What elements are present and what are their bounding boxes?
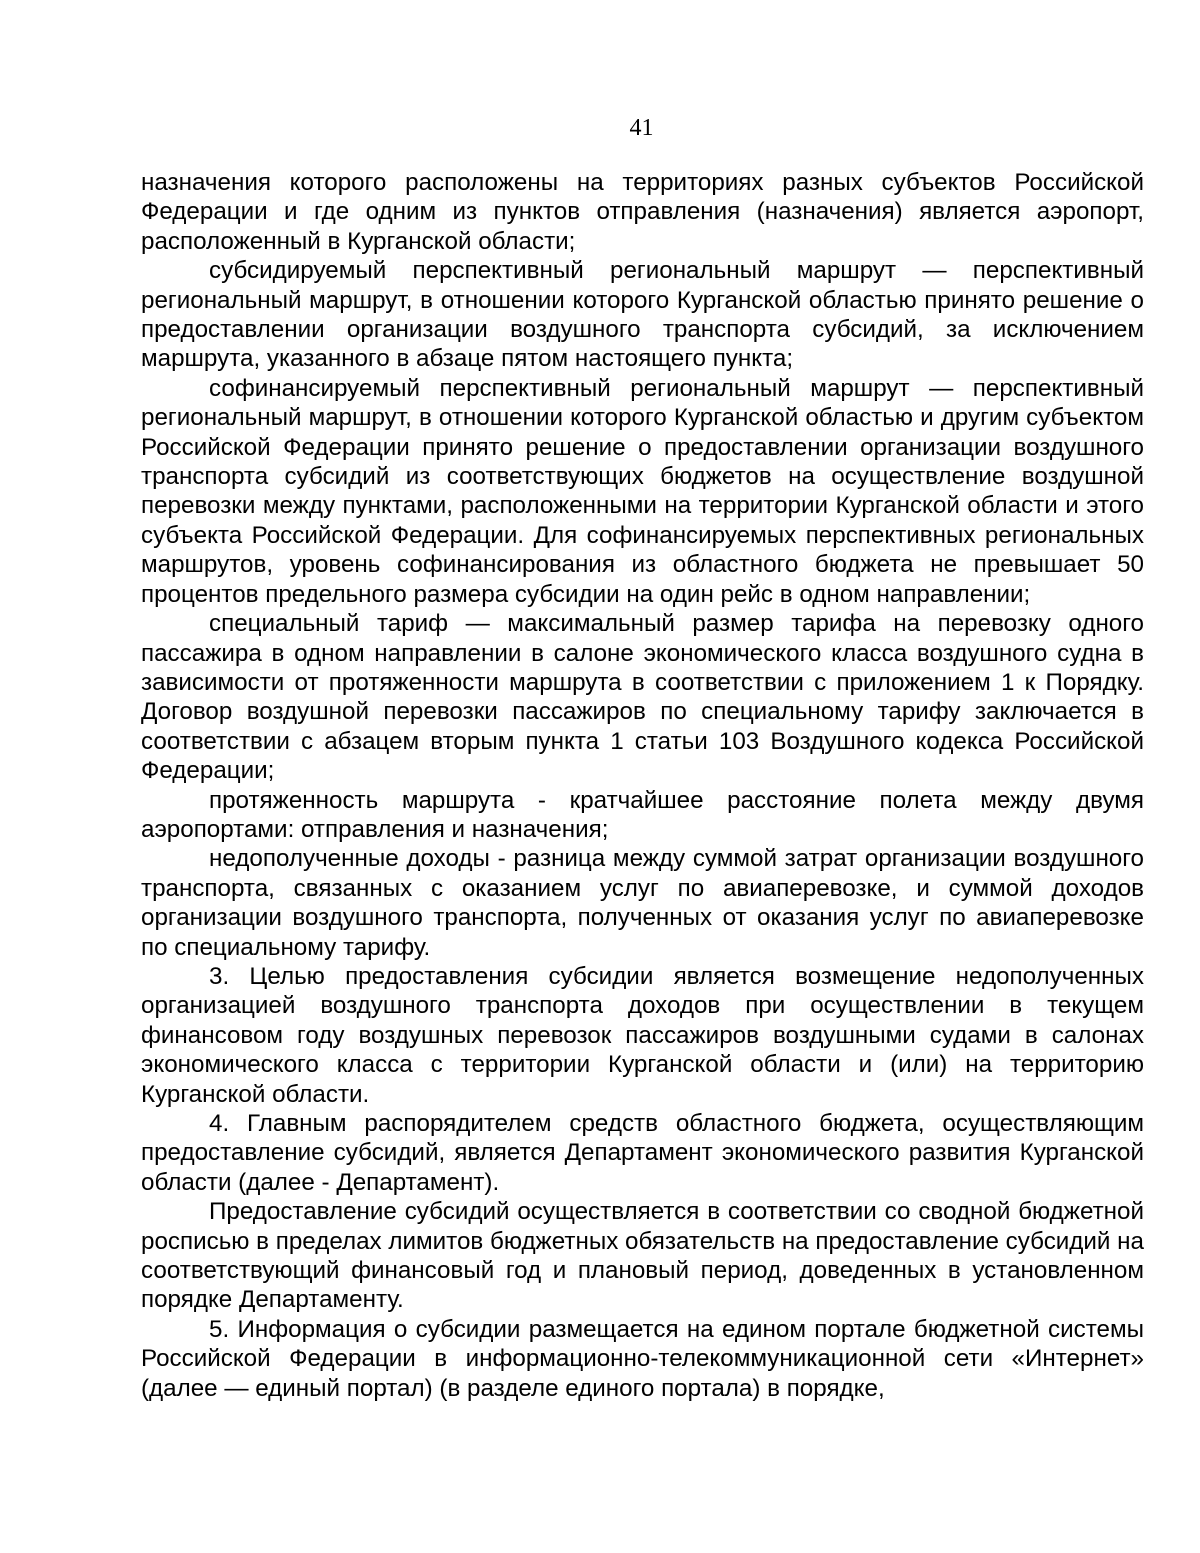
paragraph-subsidized-route: субсидируемый перспективный региональный маршрут — перспективный региональный маршрут, в отношении которого Курганской областью принято решение о предоставлении организации воздушного транспорта субсидий, за исключением маршрута, указанного в абзаце пятом настоящего пункта;: [141, 257, 1144, 373]
paragraph-lost-income: недополученные доходы - разница между суммой затрат организации воздушного транспорта, связанных с оказанием услуг по авиаперевозке, и суммой доходов организации воздушного транспорта, полученных от оказания услуг по авиаперевозке по специальному тарифу.: [141, 845, 1144, 961]
paragraph-special-tariff: специальный тариф — максимальный размер тарифа на перевозку одного пассажира в одном направлении в салоне экономического класса воздушного судна в зависимости от протяженности маршрута в соответствии с приложением 1 к Порядку. Договор воздушной перевозки пассажиров по специальному тарифу заключается в соответствии с абзацем вторым пункта 1 статьи 103 Воздушного кодекса Российской Федерации;: [141, 610, 1144, 785]
document-body: [141, 168, 1144, 1403]
paragraph-route-length: протяженность маршрута - кратчайшее расстояние полета между двумя аэропортами: отправления и назначения;: [141, 786, 1144, 843]
paragraph-item-5: 5. Информация о субсидии размещается на едином портале бюджетной системы Российской Федерации в информационно-телекоммуникационной сети «Интернет» (далее — единый портал) (в разделе единого портала) в порядке,: [141, 1315, 1144, 1402]
paragraph-item-3: 3. Целью предоставления субсидии является возмещение недополученных организацией воздушного транспорта доходов при осуществлении в текущем финансовом году воздушных перевозок пассажиров воздушными судами в салонах экономического класса с территории Курганской области и (или) на территорию Курганской области.: [141, 962, 1144, 1108]
page-number: 41: [629, 115, 654, 141]
paragraph-cofinanced-route: софинансируемый перспективный региональный маршрут — перспективный региональный маршрут, в отношении которого Курганской областью и другим субъектом Российской Федерации принято решение о предоставлении организации воздушного транспорта субсидий из соответствующих бюджетов на осуществление воздушной перевозки между пунктами, расположенными на территории Курганской области и этого субъекта Российской Федерации. Для софинансируемых перспективных региональных маршрутов, уровень софинансирования из областного бюджета не превышает 50 процентов предельного размера субсидии на один рейс в одном направлении;: [141, 374, 1144, 608]
paragraph-continuation: назначения которого расположены на территориях разных субъектов Российской Федерации и где одним из пунктов отправления (назначения) является аэропорт, расположенный в Курганской области;: [141, 169, 1144, 255]
paragraph-item-4: 4. Главным распорядителем средств областного бюджета, осуществляющим предоставление субсидий, является Департамент экономического развития Курганской области (далее - Департамент).: [141, 1110, 1144, 1196]
paragraph-subsidy-provision: Предоставление субсидий осуществляется в соответствии со сводной бюджетной росписью в пределах лимитов бюджетных обязательств на предоставление субсидий на соответствующий финансовый год и плановый период, доведенных в установленном порядке Департаменту.: [141, 1198, 1144, 1314]
